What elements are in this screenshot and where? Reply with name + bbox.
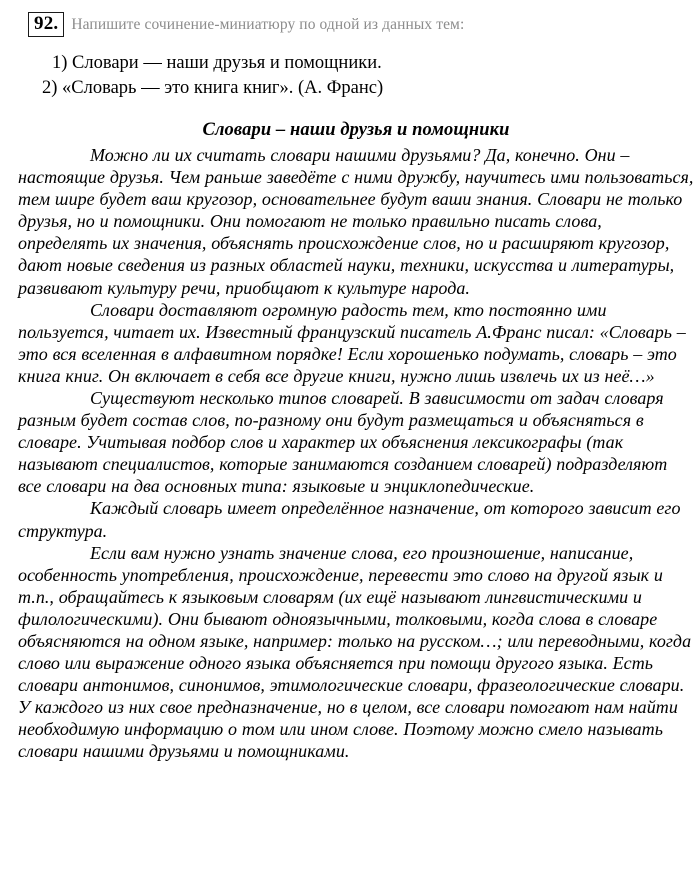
topic-list xyxy=(0,51,700,101)
essay-paragraph: Существуют несколько типов словарей. В зависимости от задач словаря разным будет состав слов, по-разному они будут размещаться и объясняться в словаре. Учитывая подбор слов и характер их объяснения лексикографы (так называют специалистов, которые занимаются созданием словарей) подразделяют все словари на два основных типа: языковые и энциклопедические. xyxy=(18,387,668,497)
essay-paragraph: Каждый словарь имеет определённое назначение, от которого зависит его структура. xyxy=(18,498,681,541)
essay-paragraph: Если вам нужно узнать значение слова, его произношение, написание, особенность употребления, происхождение, перевести это слово на другой язык и т.п., обращайтесь к языковым словарям (их ещё называют лингвистическими и филологическими). Они бывают одноязычными, толковыми, когда слова в словаре объясняются на одном языке, например: только на русском…; или переводными, когда слово или выражение одного языка объясняется при помощи другого языка. Есть словари антонимов, синонимов, этимологические словари, фразеологические словари. У каждого из них свое предназначение, но в целом, все словари помогают нам найти необходимую информацию о том или ином слове. Поэтому можно смело называть словари нашими друзьями и помощниками. xyxy=(18,542,692,762)
topic-item: 1) Словари — наши друзья и помощники. xyxy=(52,52,382,73)
task-instruction-text: Напишите сочинение-миниатюру по одной из данных тем: xyxy=(71,16,465,33)
essay-paragraph: Словари доставляют огромную радость тем, кто постоянно ими пользуется, читает их. Известный французский писатель А.Франс писал: «Словарь – это вся вселенная в алфавитном порядке! Если хорошенько подумать, словарь – это книга книг. Он включает в себя все другие книги, нужно лишь извлечь их из неё…» xyxy=(18,299,686,386)
essay-paragraph: Можно ли их считать словари нашими друзьями? Да, конечно. Они – настоящие друзья. Чем раньше заведёте с ними дружбу, научитесь ими пользоваться, тем шире будет ваш кругозор, основательнее будут ваши знания. Словари не только друзья, но и помощники. Они помогают не только правильно писать слова, определять их значения, объяснять происхождение слов, но и расширяют кругозор, дают новые сведения из разных областей науки, техники, искусства и литературы, развивают культуру речи, приобщают к культуре народа. xyxy=(18,144,694,298)
exercise-number-badge: 92. xyxy=(28,12,64,37)
task-header xyxy=(0,0,700,37)
essay-title: Словари – наши друзья и помощники xyxy=(202,119,510,140)
topic-item: 2) «Словарь — это книга книг». (А. Франс) xyxy=(42,77,384,98)
essay-body xyxy=(0,118,700,763)
